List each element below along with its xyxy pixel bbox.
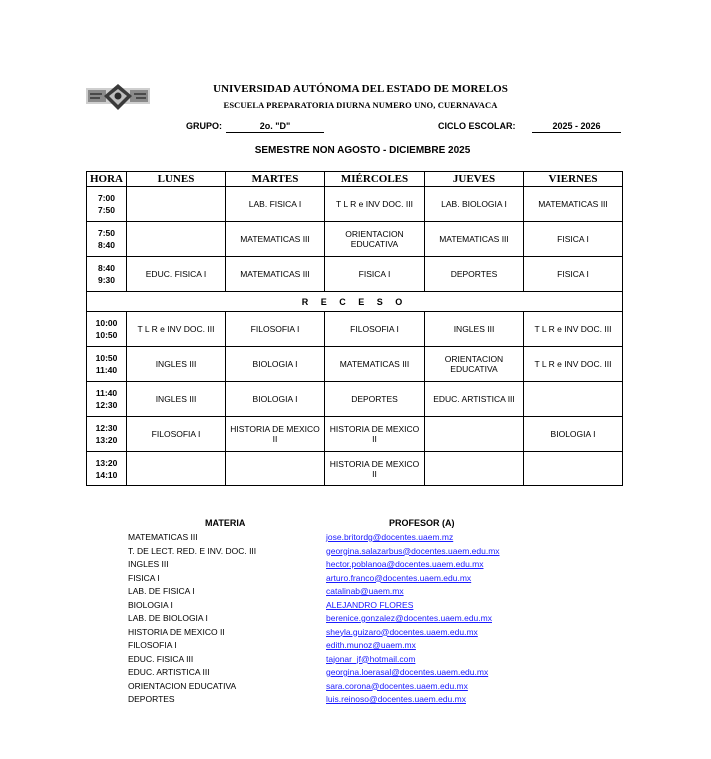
ciclo-escolar-label: CICLO ESCOLAR: <box>438 121 516 131</box>
profesor-name-link[interactable]: ALEJANDRO FLORES <box>326 599 414 610</box>
hora-start: 7:00 <box>97 193 115 203</box>
hora-cell <box>87 382 127 417</box>
class-cell: T L R e INV DOC. III <box>325 187 425 222</box>
profesor-email-link[interactable]: jose.britordg@docentes.uaem.mz <box>326 532 454 542</box>
hora-start: 11:40 <box>95 388 118 398</box>
class-cell: INGLES III <box>127 347 226 382</box>
class-cell: FILOSOFIA I <box>226 312 325 347</box>
hora-start: 13:20 <box>95 457 118 468</box>
materia-item: FISICA I <box>128 572 160 583</box>
profesor-email-link[interactable]: berenice.gonzalez@docentes.uaem.edu.mx <box>326 613 492 623</box>
header-jueves: JUEVES <box>425 172 524 187</box>
class-cell <box>425 452 524 486</box>
class-cell <box>524 382 623 417</box>
materia-item: EDUC. ARTISTICA III <box>128 667 210 677</box>
hora-end: 10:50 <box>95 330 118 340</box>
materia-item: HISTORIA DE MEXICO II <box>128 626 225 637</box>
profesor-email-link[interactable]: sara.corona@docentes.uaem.edu.mx <box>326 680 468 691</box>
class-cell: FISICA I <box>325 257 425 292</box>
class-cell: EDUC. ARTISTICA III <box>425 382 524 417</box>
schedule-row <box>87 312 623 347</box>
materia-item: INGLES III <box>128 559 169 569</box>
hora-end: 12:30 <box>95 400 118 410</box>
class-cell: DEPORTES <box>325 382 425 417</box>
class-cell: DEPORTES <box>425 257 524 292</box>
class-cell: MATEMATICAS III <box>425 222 524 257</box>
grupo-value: 2o. "D" <box>226 121 324 133</box>
class-cell: ORIENTACION EDUCATIVA <box>325 222 425 257</box>
class-cell: T L R e INV DOC. III <box>524 312 623 347</box>
class-cell <box>127 222 226 257</box>
header-hora: HORA <box>87 172 127 187</box>
semester-title: SEMESTRE NON AGOSTO - DICIEMBRE 2025 <box>254 145 471 156</box>
class-cell <box>127 187 226 222</box>
materia-item: FILOSOFIA I <box>128 640 177 650</box>
schedule-row <box>87 257 623 292</box>
schedule-row <box>87 187 623 222</box>
schedule-row <box>87 452 623 486</box>
hora-cell <box>87 257 127 292</box>
hora-start: 12:30 <box>95 423 118 433</box>
class-cell: MATEMATICAS III <box>524 187 623 222</box>
profesor-email-link[interactable]: catalinab@uaem.mx <box>326 586 404 596</box>
schedule-header-row <box>87 172 623 187</box>
class-cell: BIOLOGIA I <box>226 382 325 417</box>
materia-item: LAB. DE FISICA I <box>128 586 195 596</box>
university-title: UNIVERSIDAD AUTÓNOMA DEL ESTADO DE MORELOS <box>213 83 508 95</box>
class-cell: LAB. FISICA I <box>226 187 325 222</box>
schedule-row <box>87 382 623 417</box>
materia-item: EDUC. FISICA III <box>128 653 194 664</box>
class-cell: BIOLOGIA I <box>226 347 325 382</box>
class-cell: MATEMATICAS III <box>226 222 325 257</box>
class-cell: EDUC. FISICA I <box>127 257 226 292</box>
class-cell <box>425 417 524 452</box>
hora-end: 7:50 <box>97 205 115 215</box>
profesor-list <box>326 531 586 707</box>
materia-list <box>128 531 318 707</box>
materia-item: ORIENTACION EDUCATIVA <box>128 680 237 691</box>
class-cell: BIOLOGIA I <box>524 417 623 452</box>
schedule-row <box>87 417 623 452</box>
schedule-row <box>87 222 623 257</box>
hora-cell <box>87 347 127 382</box>
profesor-email-link[interactable]: georgina.salazarbus@docentes.uaem.edu.mx <box>326 545 500 556</box>
class-cell <box>127 452 226 486</box>
class-cell: INGLES III <box>127 382 226 417</box>
class-cell <box>226 452 325 486</box>
class-cell: T L R e INV DOC. III <box>524 347 623 382</box>
materia-header: MATERIA <box>205 518 246 528</box>
profesor-email-link[interactable]: sheyla.guizaro@docentes.uaem.edu.mx <box>326 626 478 637</box>
materia-item: BIOLOGIA I <box>128 599 173 610</box>
hora-cell <box>87 417 127 452</box>
materia-item: LAB. DE BIOLOGIA I <box>128 613 208 623</box>
receso-label: R E C E S O <box>87 292 623 312</box>
grupo-label: GRUPO: <box>186 121 222 131</box>
hora-end: 14:10 <box>95 469 118 480</box>
class-cell: FILOSOFIA I <box>127 417 226 452</box>
profesor-email-link[interactable]: luis.reinoso@docentes.uaem.edu.mx <box>326 694 466 704</box>
profesor-email-link[interactable]: hector.poblanoa@docentes.uaem.edu.mx <box>326 559 484 569</box>
hora-cell <box>87 312 127 347</box>
profesor-email-link[interactable]: edith.munoz@uaem.mx <box>326 640 416 650</box>
profesor-email-link[interactable]: tajonar_jf@hotmail.com <box>326 653 416 664</box>
schedule-table <box>86 171 623 486</box>
class-cell: FISICA I <box>524 257 623 292</box>
class-cell: FILOSOFIA I <box>325 312 425 347</box>
class-cell: HISTORIA DE MEXICO II <box>226 417 325 452</box>
class-cell: ORIENTACION EDUCATIVA <box>425 347 524 382</box>
class-cell: INGLES III <box>425 312 524 347</box>
class-cell: HISTORIA DE MEXICO II <box>325 452 425 486</box>
profesor-email-link[interactable]: georgina.loerasal@docentes.uaem.edu.mx <box>326 667 489 677</box>
materia-item: MATEMATICAS III <box>128 532 198 542</box>
profesor-header: PROFESOR (A) <box>389 518 455 528</box>
hora-start: 7:50 <box>97 228 115 238</box>
receso-row <box>87 292 623 312</box>
ciclo-escolar-value: 2025 - 2026 <box>532 121 621 133</box>
hora-end: 11:40 <box>95 365 118 375</box>
header-viernes: VIERNES <box>524 172 623 187</box>
hora-end: 9:30 <box>97 275 115 285</box>
materia-item: DEPORTES <box>128 694 175 704</box>
hora-cell <box>87 187 127 222</box>
class-cell: MATEMATICAS III <box>226 257 325 292</box>
profesor-email-link[interactable]: arturo.franco@docentes.uaem.edu.mx <box>326 572 472 583</box>
class-cell: LAB. BIOLOGIA I <box>425 187 524 222</box>
class-cell <box>524 452 623 486</box>
class-cell: T L R e INV DOC. III <box>127 312 226 347</box>
hora-start: 10:50 <box>95 353 118 363</box>
hora-cell <box>87 222 127 257</box>
header-lunes: LUNES <box>127 172 226 187</box>
class-cell: FISICA I <box>524 222 623 257</box>
class-cell: HISTORIA DE MEXICO II <box>325 417 425 452</box>
class-cell: MATEMATICAS III <box>325 347 425 382</box>
hora-start: 10:00 <box>95 318 118 328</box>
hora-cell <box>87 452 127 486</box>
header-miercoles: MIÉRCOLES <box>325 172 425 187</box>
hora-start: 8:40 <box>97 263 115 273</box>
school-title: ESCUELA PREPARATORIA DIURNA NUMERO UNO, CUERNAVACA <box>223 100 498 110</box>
materia-item: T. DE LECT. RED. E INV. DOC. III <box>128 545 257 556</box>
header-martes: MARTES <box>226 172 325 187</box>
hora-end: 13:20 <box>95 435 118 445</box>
hora-end: 8:40 <box>97 240 115 250</box>
schedule-row <box>87 347 623 382</box>
